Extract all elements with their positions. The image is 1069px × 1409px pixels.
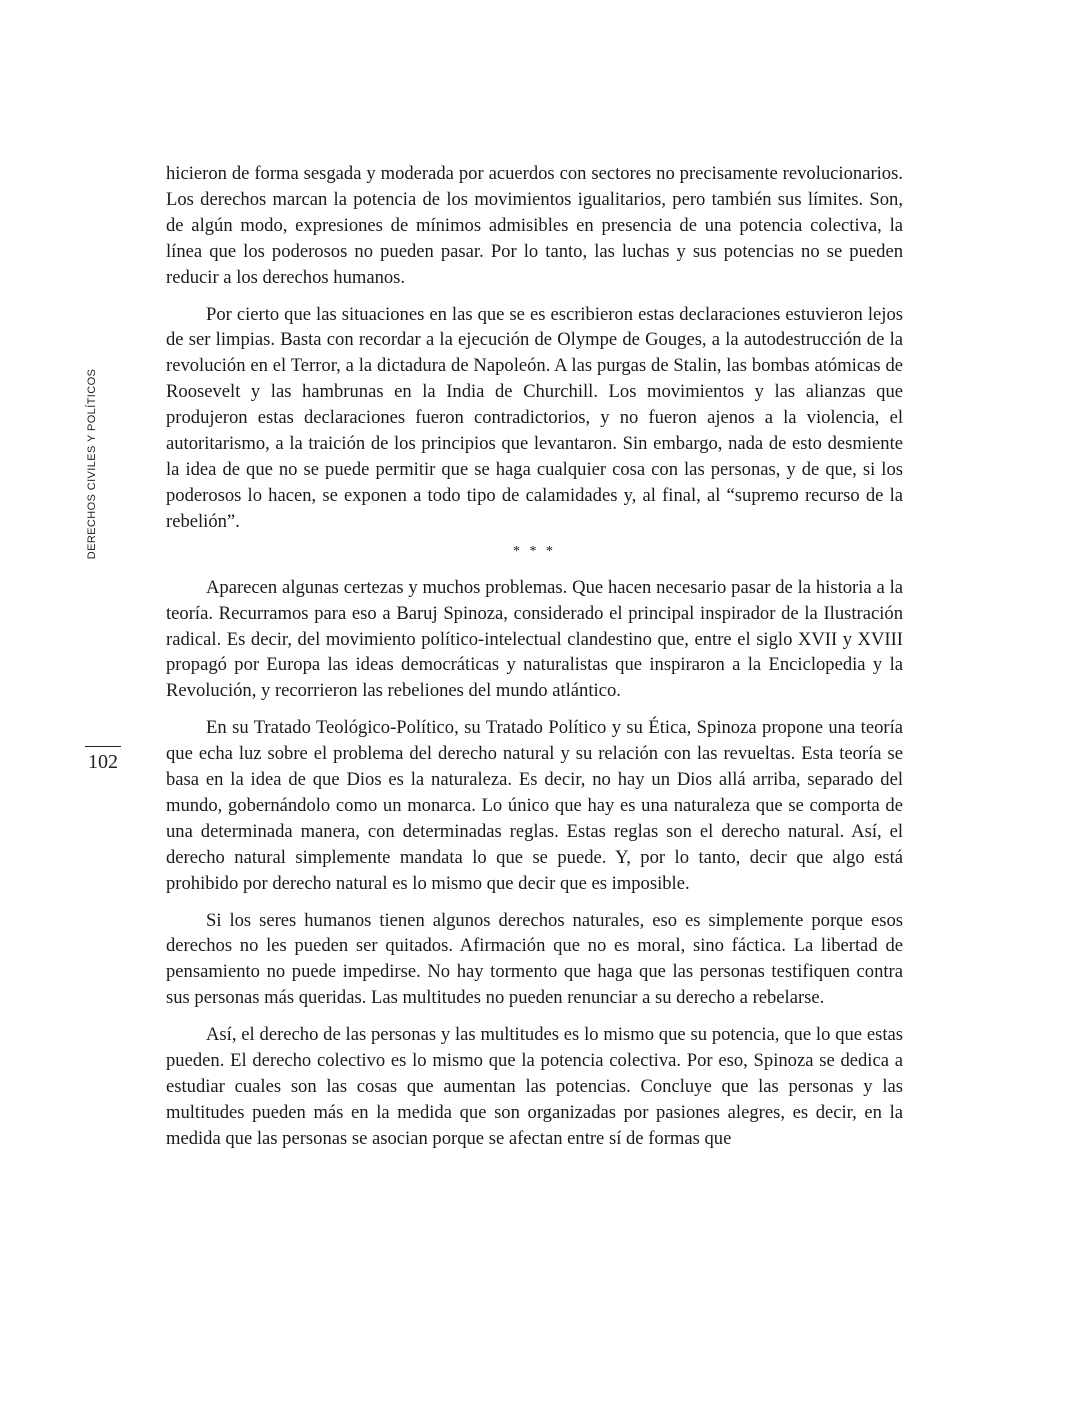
paragraph-1: hicieron de forma sesgada y moderada por acuerdos con sectores no precisamente revolucionarios. Los derechos marcan la potencia de los movimientos igualitarios, pero también sus límites. Son, de algún modo, expresiones de mínimos admisibles en presencia de una potencia colectiva, la línea que los poderosos no pueden pasar. Por lo tanto, las luchas y sus potencias no se pueden reducir a los derechos humanos. <box>166 163 903 288</box>
paragraph-3: Aparecen algunas certezas y muchos problemas. Que hacen necesario pasar de la historia a la teoría. Recurramos para eso a Baruj Spinoza, considerado el principal inspirador de la Ilustración radical. Es decir, del movimiento político-intelectual clandestino que, entre el siglo XVII y XVIII propagó por Europa las ideas democráticas y naturalistas que inspiraron a la Enciclopedia y la Revolución, y recorrieron las rebeliones del mundo atlántico. <box>166 576 903 702</box>
body-text <box>166 161 903 1152</box>
paragraph-4: En su Tratado Teológico-Político, su Tratado Político y su Ética, Spinoza propone una teoría que echa luz sobre el problema del derecho natural y su relación con las revueltas. Esta teoría se basa en la idea de que Dios es la naturaleza. Es decir, no hay un Dios allá arriba, separado del mundo, gobernándolo como un monarca. Lo único que hay es una naturaleza que se comporta de una determinada manera, con determinadas reglas. Estas reglas son el derecho natural. Así, el derecho natural simplemente mandata lo que se puede. Y, por lo tanto, decir que algo está prohibido por derecho natural es lo mismo que decir que es imposible. <box>166 717 903 894</box>
running-head: DERECHOS CIVILES Y POLÍTICOS <box>86 368 98 560</box>
page-number: 102 <box>88 751 118 773</box>
paragraph-6: Así, el derecho de las personas y las multitudes es lo mismo que su potencia, que lo que estas pueden. El derecho colectivo es lo mismo que la potencia colectiva. Por eso, Spinoza se dedica a estudiar cuales son las cosas que aumentan las potencias. Concluye que las personas y las multitudes pueden más en la medida que son organizadas por pasiones alegres, es decir, en la medida que las personas se asocian porque se afectan entre sí de formas que <box>166 1024 903 1149</box>
paragraph-5: Si los seres humanos tienen algunos derechos naturales, eso es simplemente porque esos derechos no les pueden ser quitados. Afirmación que no es moral, sino fáctica. La libertad de pensamiento no puede impedirse. No hay tormento que haga que las personas testifiquen contra sus personas más queridas. Las multitudes no pueden renunciar a su derecho a rebelarse. <box>166 909 903 1009</box>
section-separator: * * * <box>513 543 556 559</box>
page-number-rule <box>85 746 121 747</box>
paragraph-2: Por cierto que las situaciones en las que se es escribieron estas declaraciones estuvieron lejos de ser limpias. Basta con recordar a la ejecución de Olympe de Gouges, a la autodestrucción de la revolución en el Terror, a la dictadura de Napoleón. A las purgas de Stalin, las bombas atómicas de Roosevelt y las hambrunas en la India de Churchill. Los movimientos y las alianzas que produjeron estas declaraciones fueron contradictorios, y no fueron ajenos a la violencia, el autoritarismo, a la traición de los principios que levantaron. Sin embargo, nada de esto desmiente la idea de que no se puede permitir que se haga cualquier cosa con las personas, y de que, si los poderosos lo hacen, se exponen a todo tipo de calamidades y, al final, al “supremo recurso de la rebelión”. <box>166 303 903 532</box>
